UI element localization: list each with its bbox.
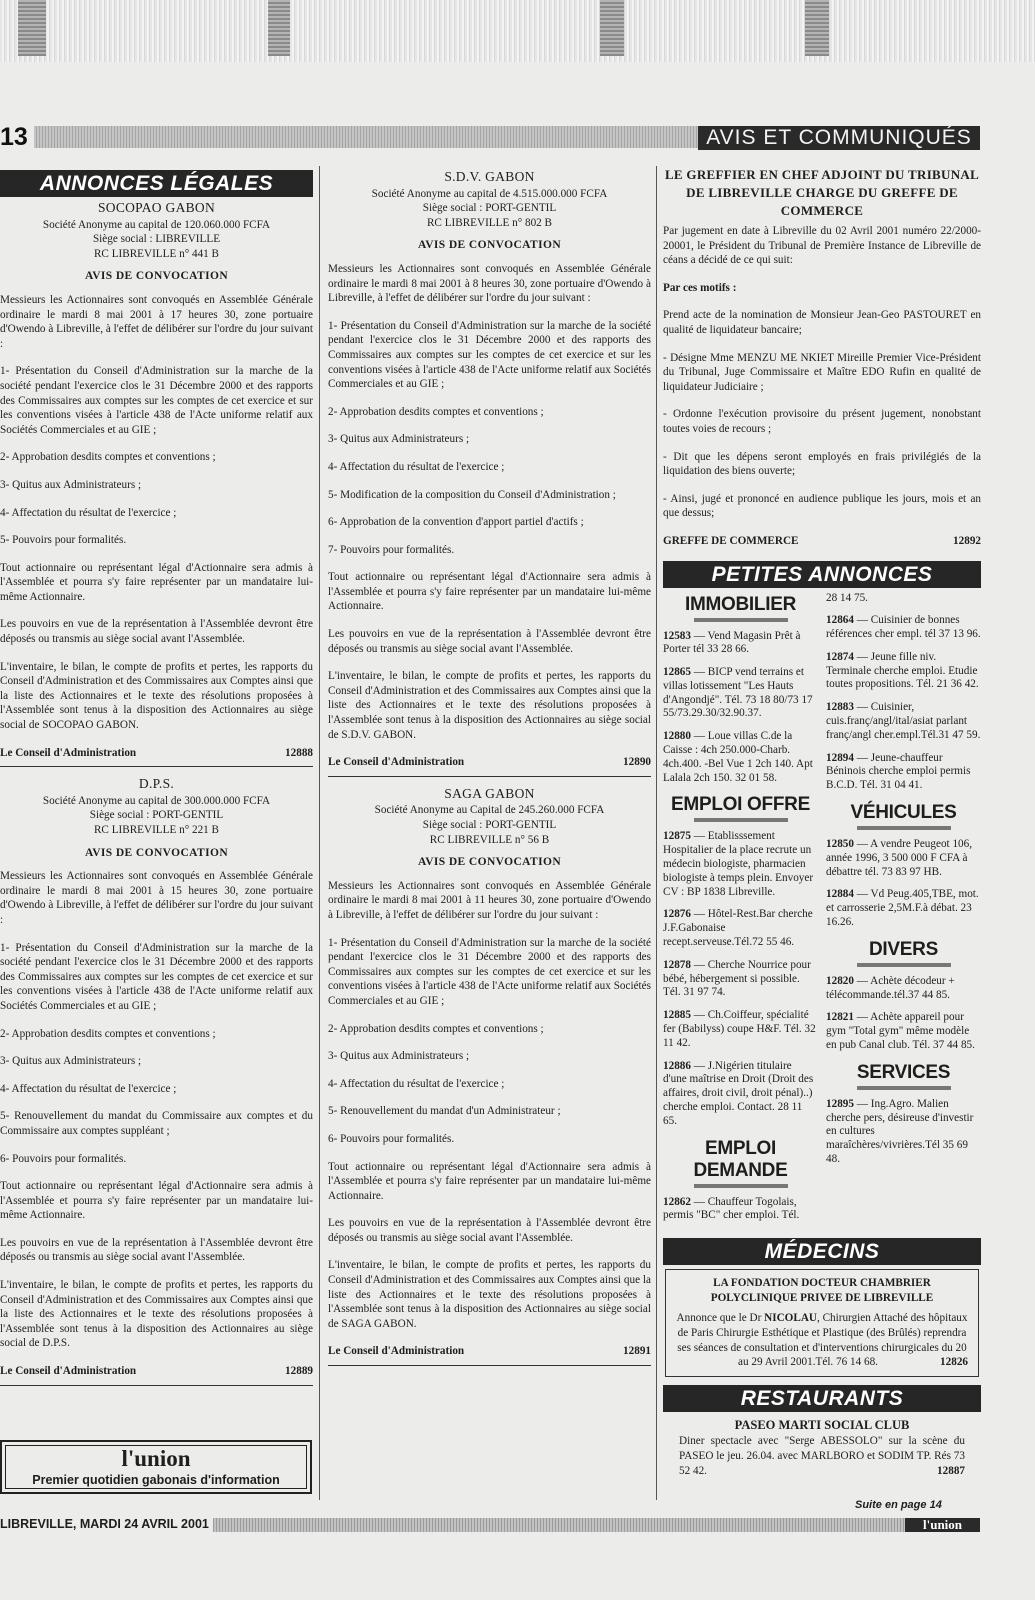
ad-text: — Loue villas C.de la Caisse : 4ch 250.000-Charb. 4ch.400. -Bel Vue 1 2ch 140. Apt Lalala 2ch 150. 32 01 58. bbox=[663, 730, 813, 784]
ad-number: 12886 bbox=[663, 1059, 691, 1072]
ad-text: — Chauffeur Togolais, permis "BC" cher emploi. Tél. bbox=[663, 1195, 800, 1222]
category-underline bbox=[694, 618, 788, 622]
agenda-item: 6- Pouvoirs pour formalités. bbox=[0, 1152, 127, 1165]
section-header: AVIS ET COMMUNIQUÉS bbox=[698, 126, 980, 150]
column-legal-notices bbox=[0, 170, 313, 1396]
category-heading: EMPLOI DEMANDE bbox=[693, 1137, 788, 1181]
classified-ad bbox=[826, 975, 981, 1003]
avis-heading: AVIS DE CONVOCATION bbox=[417, 239, 562, 252]
footer-brand: l'union bbox=[905, 1518, 980, 1532]
ad-text: — BICP vend terrains et villas lotissement "Les Hauts d'Angondjé". Tél. 73 18 80/73 17 55/73.29.30/32.90.37. bbox=[663, 666, 813, 720]
signature: Le Conseil d'Administration bbox=[0, 746, 137, 759]
ad-number: 12583 bbox=[663, 629, 691, 642]
column-announcements bbox=[663, 166, 981, 1478]
category-heading: IMMOBILIER bbox=[685, 593, 796, 615]
greffe-ref: 12892 bbox=[953, 534, 981, 547]
footer-date: LIBREVILLE, MARDI 24 AVRIL 2001 bbox=[0, 1516, 213, 1532]
closing-paragraph: Les pouvoirs en vue de la représentation à l'Assemblée devront être déposés ou transmis au siège social avant l'Assemblée. bbox=[328, 1217, 651, 1244]
greffe-paragraph: - Désigne Mme MENZU ME NKIET Mireille Premier Vice-Président du Tribunal, Juge Commissaire et Maître EDO Rufin en qualité de liquidateur Judiciaire ; bbox=[663, 351, 981, 393]
classified-ad bbox=[826, 614, 981, 642]
ad-text: — Cuisinier, cuis.franç/angl/ital/asiat parlant franç/angl cher.empl.Tél.31 47 59. bbox=[826, 701, 981, 741]
ad-number: 12894 bbox=[826, 751, 854, 764]
ad-number: 12875 bbox=[663, 830, 691, 843]
seat-line: Siège social : PORT-GENTIL bbox=[422, 819, 557, 831]
category-underline bbox=[694, 818, 788, 822]
agenda-item: 5- Modification de la composition du Conseil d'Administration ; bbox=[328, 488, 616, 501]
classified-column-left bbox=[663, 592, 818, 1233]
category-heading: VÉHICULES bbox=[850, 802, 957, 824]
closing-paragraph: Tout actionnaire ou représentant légal d'Actionnaire sera admis à l'Assemblée et pourra s'y faire représenter par un mandataire lui-même Actionnaire. bbox=[0, 1180, 313, 1222]
intro-paragraph: Messieurs les Actionnaires sont convoqués en Assemblée Générale ordinaire le mardi 8 mai 2001 à 8 heures 30, zone portuaire d'Owendo à Libreville, à l'effet de délibérer sur l'ordre du jour suivant : bbox=[328, 262, 651, 305]
ad-number: 12821 bbox=[826, 1011, 854, 1024]
classified-ad bbox=[826, 838, 981, 879]
medecins-title-1: LA FONDATION DOCTEUR CHAMBRIER bbox=[713, 1277, 931, 1290]
seat-line: Siège social : PORT-GENTIL bbox=[89, 809, 224, 822]
company-name: SAGA GABON bbox=[444, 785, 535, 801]
reference-number: 12888 bbox=[285, 746, 313, 759]
ad-text: — Achète décodeur + télécommande.tél.37 44 85. bbox=[826, 974, 955, 1001]
closing-paragraph: Les pouvoirs en vue de la représentation à l'Assemblée devront être déposés ou transmis au siège social avant l'Assemblée. bbox=[328, 628, 651, 655]
avis-heading: AVIS DE CONVOCATION bbox=[84, 846, 229, 859]
reference-number: 12890 bbox=[623, 756, 651, 769]
category-heading: EMPLOI OFFRE bbox=[671, 794, 810, 816]
ad-number: 12880 bbox=[663, 730, 691, 743]
intro-paragraph: Messieurs les Actionnaires sont convoqués en Assemblée Générale ordinaire le mardi 8 mai 2001 à 11 heures 30, zone portuaire d'Owendo à Libreville, à l'effet de délibérer sur l'ordre du jour suivant : bbox=[328, 879, 651, 921]
closing-paragraph: L'inventaire, le bilan, le compte de profits et pertes, les rapports du Conseil d'Administration et des Commissaires aux Comptes ainsi que la liste des Actionnaires et le texte des résolutions proposées à l'Assemblée sont tenus à la disposition des Actionnaires au siège social de SOCOPAO GABON. bbox=[0, 660, 313, 732]
classified-ad bbox=[826, 1011, 981, 1052]
petites-annonces-heading: PETITES ANNONCES bbox=[663, 561, 981, 588]
closing-paragraph: Tout actionnaire ou représentant légal d'Actionnaire sera admis à l'Assemblée et pourra s'y faire représenter par un mandataire lui-même Actionnaire. bbox=[328, 1160, 651, 1202]
agenda-item: 5- Renouvellement du mandat du Commissaire aux comptes et du Commissaire aux comptes suppléant ; bbox=[0, 1110, 313, 1137]
agenda-item: 5- Pouvoirs pour formalités. bbox=[0, 534, 127, 547]
agenda-item: 2- Approbation desdits comptes et conventions ; bbox=[328, 405, 544, 418]
classified-ads bbox=[663, 592, 981, 1233]
ad-text: — Vend Magasin Prêt à Porter tél 33 28 66. bbox=[663, 629, 801, 656]
ad-text: — Jeune fille niv. Terminale cherche emploi. Etudie toutes propositions. Tél. 21 36 42. bbox=[826, 650, 979, 691]
classified-ad bbox=[826, 701, 981, 742]
union-subtitle: Premier quotidien gabonais d'information bbox=[32, 1473, 280, 1487]
agenda-item: 1- Présentation du Conseil d'Administration sur la marche de la société pendant l'exercice clos le 31 Décembre 2000 et des rapports des Commissaires aux comptes sur les comptes de cet exercice et sur les conventions visées à l'article 438 de l'Acte uniforme relatif aux Sociétés Commerciales et au GIE ; bbox=[0, 365, 313, 436]
ad-number: 12895 bbox=[826, 1097, 854, 1110]
agenda-item: 3- Quitus aux Administrateurs ; bbox=[0, 1055, 142, 1068]
closing-paragraph: L'inventaire, le bilan, le compte de profits et pertes, les rapports du Conseil d'Administration et des Commissaires aux Comptes ainsi que la liste des Actionnaires et le texte des résolutions proposées à l'Assemblée sont tenus à la disposition des Actionnaires au siège social de S.D.V. GABON. bbox=[328, 670, 651, 741]
agenda-item: 3- Quitus aux Administrateurs ; bbox=[328, 433, 470, 446]
rc-line: RC LIBREVILLE n° 56 B bbox=[429, 833, 550, 846]
avis-heading: AVIS DE CONVOCATION bbox=[84, 270, 229, 283]
ad-number: 12883 bbox=[826, 701, 854, 714]
agenda-item: 2- Approbation desdits comptes et conventions ; bbox=[328, 1022, 544, 1035]
greffe-signature: GREFFE DE COMMERCE bbox=[663, 534, 799, 547]
closing-paragraph: L'inventaire, le bilan, le compte de profits et pertes, les rapports du Conseil d'Administration et des Commissaires aux Comptes ainsi que la liste des Actionnaires et le texte des résolutions proposées à l'Assemblée sont tenus à la disposition des Actionnaires au siège social de SAGA GABON. bbox=[328, 1259, 651, 1330]
capital-line: Société Anonyme au Capital de 245.260.000 FCFA bbox=[374, 804, 605, 817]
signature-row bbox=[328, 1344, 651, 1366]
category-underline bbox=[857, 826, 951, 830]
agenda-item: 3- Quitus aux Administrateurs ; bbox=[328, 1050, 470, 1063]
closing-paragraph: Tout actionnaire ou représentant légal d'Actionnaire sera admis à l'Assemblée et pourra s'y faire représenter par un mandataire lui-même Actionnaire. bbox=[328, 571, 651, 613]
category-underline bbox=[694, 1184, 788, 1188]
agenda-item: 7- Pouvoirs pour formalités. bbox=[328, 543, 455, 556]
restaurants-heading: RESTAURANTS bbox=[663, 1385, 981, 1412]
closing-paragraph: Les pouvoirs en vue de la représentation à l'Assemblée devront être déposés ou transmis au siège social avant l'Assemblée. bbox=[0, 618, 313, 646]
avis-heading: AVIS DE CONVOCATION bbox=[417, 856, 562, 869]
classified-ad bbox=[826, 651, 981, 692]
rc-line: RC LIBREVILLE n° 441 B bbox=[93, 247, 220, 260]
ad-text: — Etablisssement Hospitalier de la place recrute un médecin biologiste, pharmacien biologiste à temps plein. Envoyer CV : BP 1838 Libreville. bbox=[663, 830, 814, 898]
signature: Le Conseil d'Administration bbox=[328, 1345, 465, 1358]
ad-text: — Vd Peug.405,TBE, mot. et carrosserie 2,5M.F.à débat. 23 16.26. bbox=[826, 888, 979, 929]
ad-number: 12850 bbox=[826, 838, 854, 851]
column-divider bbox=[656, 166, 657, 1500]
category-heading: SERVICES bbox=[856, 1061, 951, 1083]
greffe-body bbox=[663, 224, 981, 521]
capital-line: Société Anonyme au capital de 4.515.000.000 FCFA bbox=[371, 187, 608, 200]
signature-row bbox=[0, 1364, 313, 1386]
capital-line: Société Anonyme au capital de 300.000.000 FCFA bbox=[42, 794, 271, 807]
greffe-paragraph: - Dit que les dépens seront employés en frais privilégiés de la liquidation des biens ouverte; bbox=[663, 450, 981, 478]
greffe-paragraph: Par ces motifs : bbox=[663, 281, 737, 294]
signature: Le Conseil d'Administration bbox=[328, 756, 465, 769]
classified-ad bbox=[663, 908, 818, 949]
category-heading: DIVERS bbox=[869, 938, 938, 960]
intro-paragraph: Messieurs les Actionnaires sont convoqués en Assemblée Générale ordinaire le mardi 8 mai 2001 à 15 heures 30, zone portuaire d'Owendo à Libreville, à l'effet de délibérer sur l'ordre du jour suivant : bbox=[0, 870, 313, 926]
medecins-box bbox=[665, 1269, 979, 1377]
annonces-legales-heading: ANNONCES LÉGALES bbox=[0, 170, 313, 197]
restaurant-title: PASEO MARTI SOCIAL CLUB bbox=[734, 1417, 910, 1432]
greffe-signature-row bbox=[663, 534, 981, 555]
notices-list bbox=[0, 201, 313, 1386]
agenda-item: 3- Quitus aux Administrateurs ; bbox=[0, 478, 142, 491]
notice-1 bbox=[328, 787, 651, 1366]
closing-paragraph: L'inventaire, le bilan, le compte de profits et pertes, les rapports du Conseil d'Administration et des Commissaires aux Comptes ainsi que la liste des Actionnaires et le texte des résolutions proposées à l'Assemblée sont tenus à la disposition des Actionnaires au siège social de D.P.S. bbox=[0, 1279, 313, 1350]
classified-column-right bbox=[826, 592, 981, 1233]
ad-number: 12864 bbox=[826, 614, 854, 627]
ad-text: — Ing.Agro. Malien cherche pers, désireuse d'investir en cultures maraîchères/vivrières.Tél 35 69 48. bbox=[826, 1097, 974, 1166]
agenda-item: 2- Approbation desdits comptes et conventions ; bbox=[0, 451, 216, 464]
signature: Le Conseil d'Administration bbox=[0, 1365, 137, 1378]
signature-row bbox=[0, 746, 313, 768]
ad-number: 12874 bbox=[826, 650, 854, 663]
rc-line: RC LIBREVILLE n° 802 B bbox=[426, 216, 553, 229]
classified-ad bbox=[826, 752, 981, 793]
seat-line: Siège social : PORT-GENTIL bbox=[422, 202, 557, 215]
ad-text: — Jeune-chauffeur Béninois cherche emploi permis B.C.D. Tél. 31 04 41. bbox=[826, 751, 971, 792]
agenda-item: 4- Affectation du résultat de l'exercice ; bbox=[328, 460, 505, 473]
reference-number: 12891 bbox=[623, 1345, 651, 1358]
classified-ad bbox=[663, 959, 818, 1000]
company-name: D.P.S. bbox=[138, 776, 175, 792]
ad-text: — J.Nigérien titulaire d'une maîtrise en Droit (Droit des affaires, droit civil, droit pénal)..) cherche emploi. Contact. 28 11 65. bbox=[663, 1059, 814, 1127]
classified-ad bbox=[826, 592, 981, 606]
agenda-item: 2- Approbation desdits comptes et conventions ; bbox=[0, 1027, 216, 1040]
union-title: l'union bbox=[121, 1446, 191, 1471]
closing-paragraph: Les pouvoirs en vue de la représentation à l'Assemblée devront être déposés ou transmis au siège social avant l'Assemblée. bbox=[0, 1236, 313, 1264]
notice-0 bbox=[0, 201, 313, 767]
ad-text: 28 14 75. bbox=[826, 591, 868, 604]
reference-number: 12889 bbox=[285, 1365, 313, 1378]
rc-line: RC LIBREVILLE n° 221 B bbox=[93, 824, 220, 836]
ad-number: 12862 bbox=[663, 1195, 691, 1208]
agenda-item: 6- Pouvoirs pour formalités. bbox=[328, 1132, 455, 1145]
intro-paragraph: Messieurs les Actionnaires sont convoqués en Assemblée Générale ordinaire le mardi 8 mai 2001 à 17 heures 30, zone portuaire d'Owendo à Libreville, à l'effet de délibérer sur l'ordre du jour suivant : bbox=[0, 293, 313, 350]
notice-1 bbox=[0, 777, 313, 1385]
greffe-paragraph: - Ordonne l'exécution provisoire du présent jugement, nonobstant toutes voies de recours ; bbox=[663, 408, 981, 435]
ad-number: 12820 bbox=[826, 974, 854, 987]
medecins-ref: 12826 bbox=[940, 1356, 968, 1369]
ad-number: 12878 bbox=[663, 958, 691, 971]
ad-text: — Hôtel-Rest.Bar cherche J.F.Gabonaise recept.serveuse.Tél.72 55 46. bbox=[663, 908, 813, 949]
agenda-item: 1- Présentation du Conseil d'Administration sur la marche de la société pendant l'exercice clos le 31 Décembre 2000 et des rapports des Commissaires aux comptes sur les comptes de cet exercice et sur les conventions visées à l'article 438 de l'Acte uniforme relatif aux Sociétés Commerciales et au GIE ; bbox=[328, 936, 651, 1007]
ad-number: 12865 bbox=[663, 666, 691, 679]
ad-text: — Cuisinier de bonnes références cher empl. tél 37 13 96. bbox=[826, 614, 981, 641]
company-name: S.D.V. GABON bbox=[444, 169, 535, 184]
classified-ad bbox=[663, 1009, 818, 1050]
notices-list bbox=[328, 170, 651, 1366]
agenda-item: 5- Renouvellement du mandat d'un Administrateur ; bbox=[328, 1105, 561, 1118]
classified-ad bbox=[663, 730, 818, 785]
ad-number: 12884 bbox=[826, 888, 854, 901]
closing-paragraph: Tout actionnaire ou représentant légal d'Actionnaire sera admis à l'Assemblée et pourra s'y faire représenter par un mandataire lui-même Actionnaire. bbox=[0, 561, 313, 603]
classified-ad bbox=[663, 666, 818, 721]
classified-ad bbox=[663, 830, 818, 899]
ad-number: 12876 bbox=[663, 908, 691, 921]
scan-border bbox=[0, 0, 1035, 62]
restaurant-text: Diner spectacle avec "Serge ABESSOLO" sur la scène du PASEO le jeu. 26.04. avec MARLBORO et SODIM TP. Rés 73 52 42. 12887 bbox=[679, 1435, 965, 1477]
agenda-item: 4- Affectation du résultat de l'exercice ; bbox=[0, 1082, 177, 1095]
medecins-text: Annonce que le Dr NICOLAU, Chirurgien Attaché des hôpitaux de Paris Chirurgie Esthétique et Plastique (des Brûlés) reprendra ses séances de consultation et d'interventions chirurgicales du 20 au 29 Avril 2001.Tél. 76 14 68. 12826 bbox=[676, 1312, 968, 1369]
ad-text: — Ch.Coiffeur, spécialité fer (Babilyss) coupe H&F. Tél. 32 11 42. bbox=[663, 1009, 816, 1049]
agenda-item: 6- Approbation de la convention d'apport partiel d'actifs ; bbox=[328, 516, 584, 529]
classified-ad bbox=[826, 1098, 981, 1167]
agenda-item: 4- Affectation du résultat de l'exercice ; bbox=[0, 506, 177, 519]
ad-number: 12885 bbox=[663, 1009, 691, 1022]
classified-ad bbox=[663, 1196, 818, 1224]
medecins-heading: MÉDECINS bbox=[663, 1238, 981, 1265]
ad-text: — Achète appareil pour gym "Total gym" même modèle en pub Canal club. Tél. 37 44 85. bbox=[826, 1011, 975, 1052]
agenda-item: 1- Présentation du Conseil d'Administration sur la marche de la société pendant l'exercice clos le 31 Décembre 2000 et des rapports des Commissaires aux comptes sur les comptes de cet exercice et sur les conventions visées à l'article 438 de l'Acte uniforme relatif aux Sociétés Commerciales et au GIE ; bbox=[328, 319, 651, 391]
category-underline bbox=[857, 963, 951, 967]
capital-line: Société Anonyme au capital de 120.060.000 FCFA bbox=[42, 218, 271, 231]
company-name: SOCOPAO GABON bbox=[97, 200, 216, 215]
column-divider bbox=[319, 166, 320, 1500]
classified-ad bbox=[826, 888, 981, 929]
continued-note: Suite en page 14 bbox=[855, 1499, 942, 1511]
column-convocations bbox=[328, 166, 651, 1376]
agenda-item: 1- Présentation du Conseil d'Administration sur la marche de la société pendant l'exercice clos le 31 Décembre 2000 et des rapports des Commissaires aux comptes sur les comptes de cet exercice et sur les conventions visées à l'article 438 de l'Acte uniforme relatif aux Sociétés Commerciales et au GIE ; bbox=[0, 941, 313, 1012]
restaurant-ref: 12887 bbox=[937, 1464, 965, 1477]
category-underline bbox=[857, 1086, 951, 1090]
agenda-item: 4- Affectation du résultat de l'exercice ; bbox=[328, 1077, 505, 1090]
greffe-paragraph: - Ainsi, jugé et prononcé en audience publique les jours, mois et an que dessus; bbox=[663, 492, 981, 520]
seat-line: Siège social : LIBREVILLE bbox=[92, 233, 221, 246]
ad-text: — A vendre Peugeot 106, année 1996, 3 500 000 F CFA à débattre tél. 73 83 97 HB. bbox=[826, 838, 973, 878]
greffe-paragraph: Par jugement en date à Libreville du 02 Avril 2001 numéro 22/2000-20001, le Président du Tribunal de Première Instance de Libreville de céans a décidé de ce qui suit: bbox=[663, 225, 981, 267]
ad-text: — Cherche Nourrice pour bébé, hébergement si possible. Tél. 31 97 74. bbox=[663, 958, 811, 999]
classified-ad bbox=[663, 1060, 818, 1129]
classified-ad bbox=[663, 630, 818, 658]
signature-row bbox=[328, 755, 651, 777]
page-number: 13 bbox=[0, 124, 34, 150]
notice-0 bbox=[328, 170, 651, 777]
greffe-paragraph: Prend acte de la nomination de Monsieur Jean-Geo PASTOURET en qualité de liquidateur bancaire; bbox=[663, 309, 981, 336]
greffe-heading: LE GREFFIER EN CHEF ADJOINT DU TRIBUNAL DE LIBREVILLE CHARGE DU GREFFE DE COMMERCE bbox=[664, 167, 980, 218]
union-promo-box bbox=[0, 1440, 312, 1494]
medecins-title-2: POLYCLINIQUE PRIVEE DE LIBREVILLE bbox=[710, 1291, 934, 1304]
